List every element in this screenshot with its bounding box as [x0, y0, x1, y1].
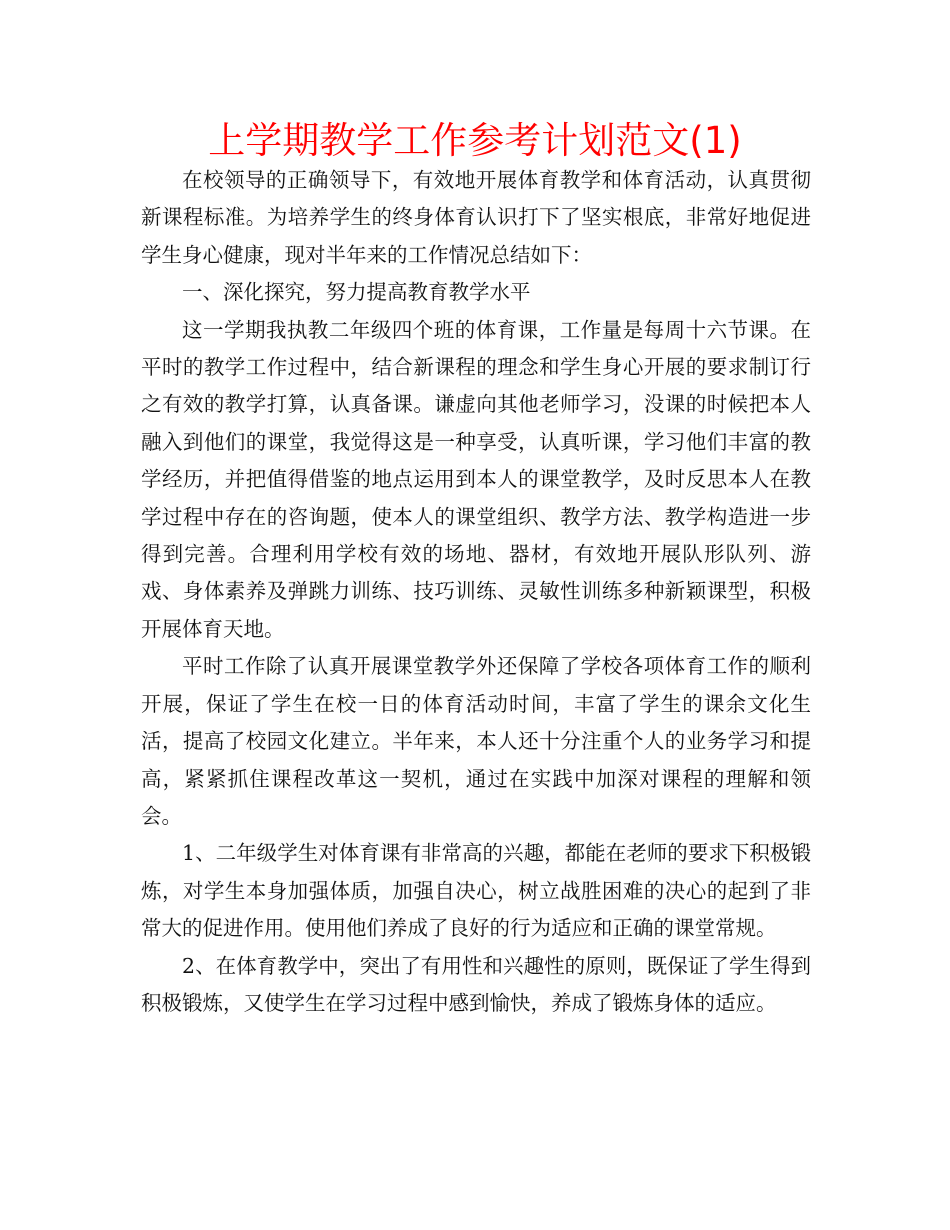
paragraph-intro: 在校领导的正确领导下，有效地开展体育教学和体育活动，认真贯彻新课程标准。为培养学生的终身体育认识打下了坚实根底，非常好地促进学生身心健康，现对半年来的工作情况总结如下：	[141, 168, 811, 267]
section-heading: 一、深化探究，努力提高教育教学水平	[182, 280, 531, 305]
document-title: 上学期教学工作参考计划范文(1)	[208, 119, 742, 162]
paragraph-daily-work: 平时工作除了认真开展课堂教学外还保障了学校各项体育工作的顺利开展，保证了学生在校一日的体育活动时间，丰富了学生的课余文化生活，提高了校园文化建立。半年来，本人还十分注重个人的业务学习和提高，紧紧抓住课程改革这一契机，通过在实践中加深对课程的理解和领会。	[141, 654, 811, 828]
paragraph-point-2: 2、在体育教学中，突出了有用性和兴趣性的原则，既保证了学生得到积极锻炼，又使学生在学习过程中感到愉快，养成了锻炼身体的适应。	[141, 953, 811, 1015]
paragraph-point-1: 1、二年级学生对体育课有非常高的兴趣，都能在老师的要求下积极锻炼，对学生本身加强体质，加强自决心，树立战胜困难的决心的起到了非常大的促进作用。使用他们养成了良好的行为适应和正确的课堂常规。	[141, 841, 811, 941]
paragraph-teaching: 这一学期我执教二年级四个班的体育课，工作量是每周十六节课。在平时的教学工作过程中，结合新课程的理念和学生身心开展的要求制订行之有效的教学打算，认真备课。谦虚向其他老师学习，没课的时候把本人融入到他们的课堂，我觉得这是一种享受，认真听课，学习他们丰富的教学经历，并把值得借鉴的地点运用到本人的课堂教学，及时反思本人在教学过程中存在的咨询题，使本人的课堂组织、教学方法、教学构造进一步得到完善。合理利用学校有效的场地、器材，有效地开展队形队列、游戏、身体素养及弹跳力训练、技巧训练、灵敏性训练多种新颖课型，积极开展体育天地。	[141, 317, 811, 641]
document-body	[141, 162, 811, 1022]
